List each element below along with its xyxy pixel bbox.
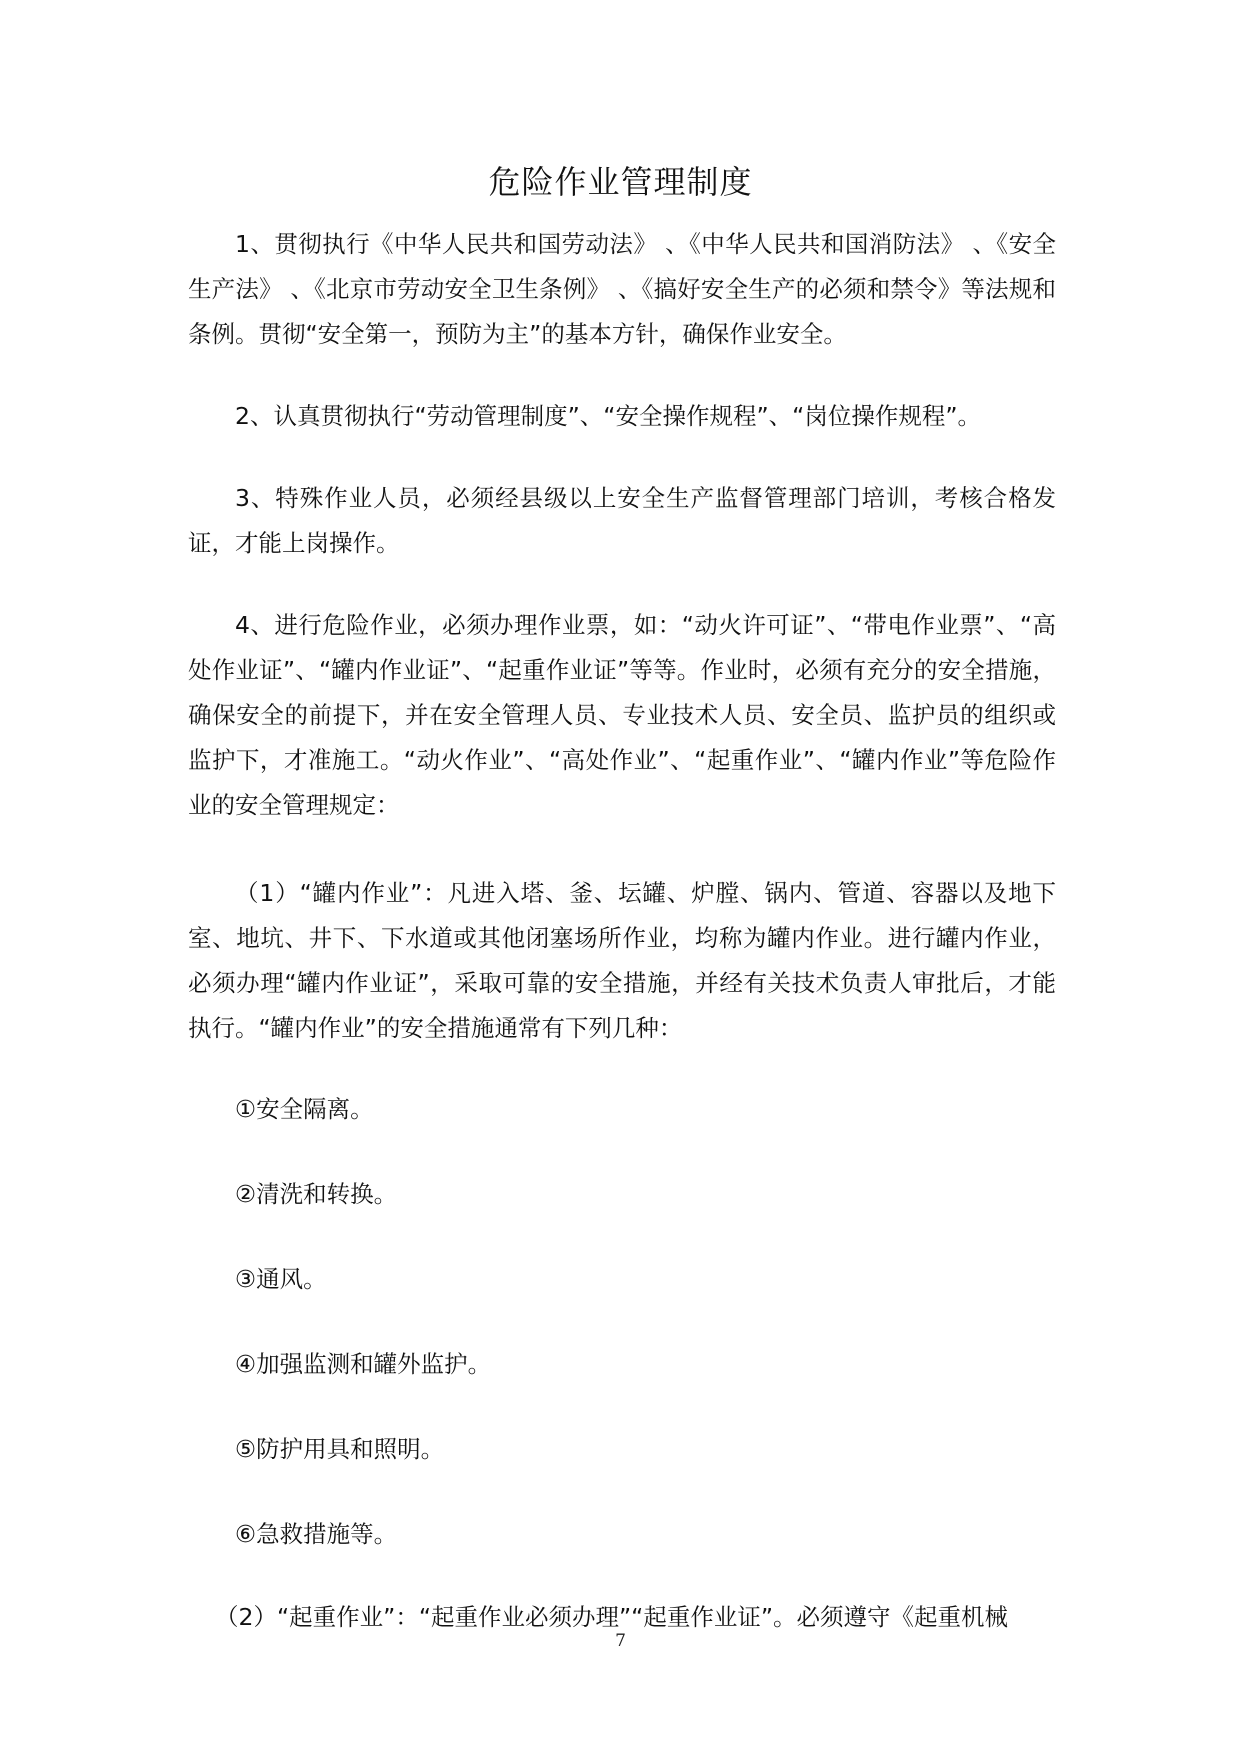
- measure-item: ⑥急救措施等。: [235, 1520, 398, 1548]
- paragraph-3: 3、特殊作业人员，必须经县级以上安全生产监督管理部门培训，考核合格发证，才能上岗操作。: [188, 484, 1056, 557]
- paragraph-4: 4、进行危险作业，必须办理作业票，如：“动火许可证”、“带电作业票”、“高处作业证”、“罐内作业证”、“起重作业证”等等。作业时，必须有充分的安全措施，确保安全的前提下，并在安全管理人员、专业技术人员、安全员、监护员的组织或监护下，才准施工。“动火作业”、“高处作业”、“起重作业”、“罐内作业”等危险作业的安全管理规定：: [188, 611, 1056, 819]
- measure-item: ①安全隔离。: [235, 1095, 374, 1123]
- page-number: 7: [615, 1631, 626, 1651]
- paragraph-1: 1、贯彻执行《中华人民共和国劳动法》 、《中华人民共和国消防法》 、《安全生产法》 、《北京市劳动安全卫生条例》 、《搞好安全生产的必须和禁令》等法规和条例。贯彻“安全第一，预防为主”的基本方针，确保作业安全。: [188, 230, 1056, 348]
- measure-item: ②清洗和转换。: [235, 1180, 398, 1208]
- document-body: [188, 222, 1056, 1640]
- paragraph-5: （1）“罐内作业”：凡进入塔、釜、坛罐、炉膛、锅内、管道、容器以及地下室、地坑、井下、下水道或其他闭塞场所作业，均称为罐内作业。进行罐内作业，必须办理“罐内作业证”，采取可靠的安全措施，并经有关技术负责人审批后，才能执行。“罐内作业”的安全措施通常有下列几种：: [188, 879, 1056, 1042]
- document-title: 危险作业管理制度: [488, 163, 753, 201]
- measure-item: ③通风。: [235, 1265, 327, 1293]
- measure-item: ⑤防护用具和照明。: [235, 1435, 445, 1463]
- measure-item: ④加强监测和罐外监护。: [235, 1350, 492, 1378]
- paragraph-last: （2）“起重作业”：“起重作业必须办理”“起重作业证”。必须遵守《起重机械: [215, 1603, 1009, 1631]
- paragraph-2: 2、认真贯彻执行“劳动管理制度”、“安全操作规程”、“岗位操作规程”。: [235, 402, 981, 430]
